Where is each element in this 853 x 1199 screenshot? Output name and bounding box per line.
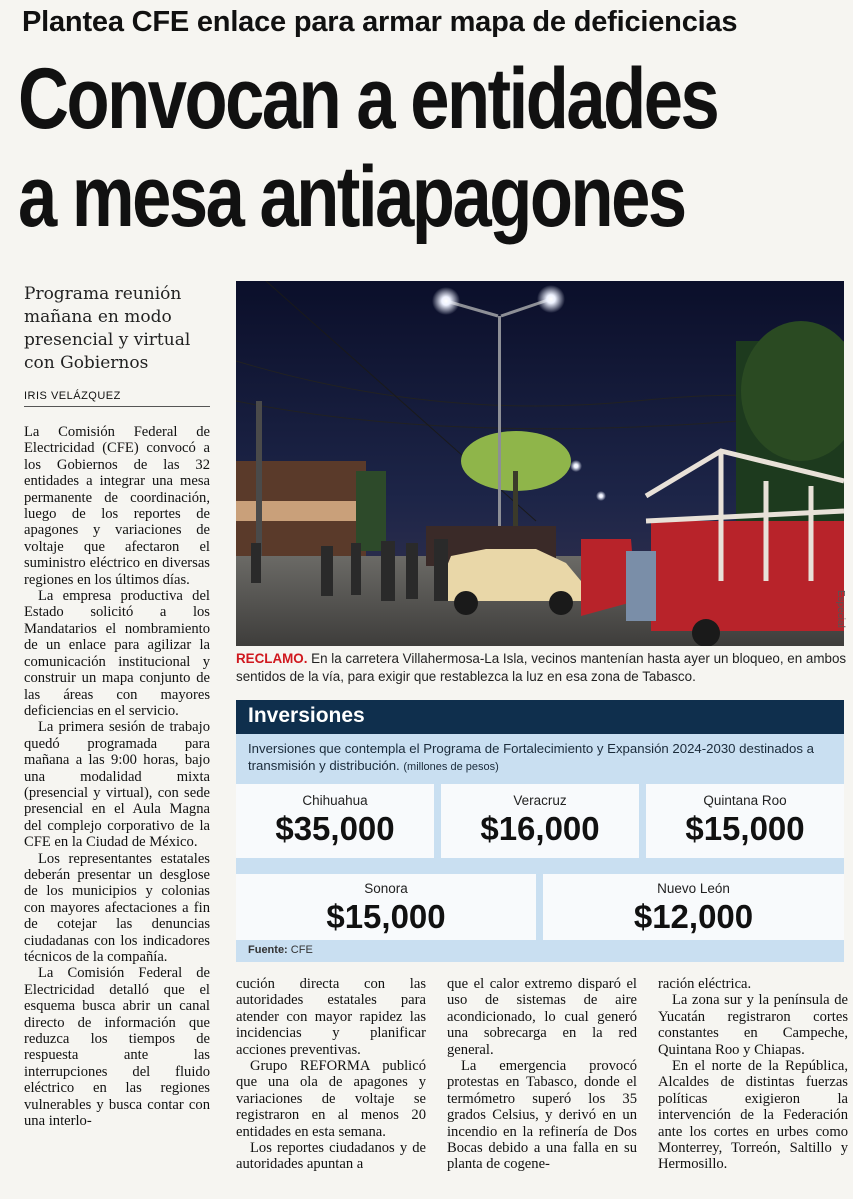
paragraph: ración eléctrica. xyxy=(658,976,752,992)
paragraph: Los reportes ciudadanos y de autoridades apuntan a xyxy=(236,1140,426,1173)
paragraph: La emergencia provocó protestas en Tabasco, donde el termómetro superó los 35 grados Celsius, y derivó en un incendio en la refinería de Dos Bocas debido a una falla en su planta de cogene- xyxy=(447,1058,637,1173)
state-card xyxy=(441,784,639,858)
source-value: CFE xyxy=(290,944,313,956)
news-photo xyxy=(236,281,844,646)
night-street-protest-image xyxy=(236,281,844,646)
state-card xyxy=(236,784,434,858)
infobox-header xyxy=(236,700,844,734)
photo-credit: Especial xyxy=(835,590,846,628)
state-card xyxy=(646,784,844,858)
state-amount: $15,000 xyxy=(685,810,805,847)
caption-lead: RECLAMO. xyxy=(236,651,308,666)
paragraph: En el norte de la República, Alcaldes de distintas fuerzas políticas exigieron la intervención de la Federación ante los cortes en urbes como Monterrey, Torreón, Saltillo y Hermosillo. xyxy=(658,1058,848,1173)
article-column-2 xyxy=(236,976,426,1173)
state-name: Veracruz xyxy=(513,793,567,808)
infobox-description-text: Inversiones que contempla el Programa de Fortalecimiento y Expansión 2024-2030 destinados a transmisión y distribución. xyxy=(248,741,814,773)
paragraph: Grupo REFORMA publicó que una ola de apagones y variaciones de voltaje se registraron en al menos 20 entidades en esta semana. xyxy=(236,1058,426,1140)
state-amount: $16,000 xyxy=(480,810,600,847)
photo-caption xyxy=(236,650,848,686)
paragraph: La Comisión Federal de Electricidad (CFE) convocó a los Gobiernos de las 32 entidades a integrar una mesa permanente de coordinación, luego de los reportes de apagones y variaciones de voltaje que afectaron el suministro eléctrico en diversas regiones en los últimos días. xyxy=(24,424,210,588)
paragraph: La zona sur y la península de Yucatán registraron cortes constantes en Campeche, Quintana Roo y Chiapas. xyxy=(658,992,848,1058)
infobox-units: (millones de pesos) xyxy=(403,761,499,773)
article-column-4 xyxy=(658,976,848,1173)
source-label: Fuente: xyxy=(248,944,288,956)
caption-text: En la carretera Villahermosa-La Isla, vecinos mantenían hasta ayer un bloqueo, en ambos sentidos de la vía, para exigir que restablezca la luz en esa zona de Tabasco. xyxy=(236,651,847,684)
paragraph: La primera sesión de trabajo quedó programada para mañana a las 9:00 horas, bajo una modalidad mixta (presencial y virtual), con sede presencial en el Aula Magna del complejo corporativo de la CFE en la Ciudad de México. xyxy=(24,719,210,851)
paragraph: que el calor extremo disparó el uso de sistemas de aire acondicionado, lo cual generó una sobrecarga en la red general. xyxy=(447,976,637,1058)
paragraph: La empresa productiva del Estado solicitó a los Mandatarios el nombramiento de un enlace para agilizar la comunicación institucional y construir un mapa conjunto de las áreas con mayores deficiencias en el servicio. xyxy=(24,588,210,719)
state-name: Sonora xyxy=(364,881,408,896)
state-amount: $35,000 xyxy=(275,810,395,847)
headline-line-1: Convocan a entidades xyxy=(18,51,718,147)
kicker: Plantea CFE enlace para armar mapa de deficiencias xyxy=(22,6,738,38)
headline xyxy=(18,50,718,246)
article-column-1 xyxy=(24,424,210,1129)
headline-line-2: a mesa antiapagones xyxy=(18,149,685,245)
paragraph: La Comisión Federal de Electricidad detalló que el esquema busca abrir un canal directo de información que reduzca los tiempos de respuesta ante las interrupciones del fluido eléctrico en las regiones vulnerables y busca contar con una interlo- xyxy=(24,965,210,1130)
state-name: Quintana Roo xyxy=(703,793,787,808)
state-card xyxy=(236,874,536,940)
deck-subheadline: Programa reunión mañana en modo presencial y virtual con Gobiernos xyxy=(24,284,191,373)
byline: IRIS VELÁZQUEZ xyxy=(24,390,210,407)
infobox-description xyxy=(248,740,838,776)
state-amount: $15,000 xyxy=(326,898,446,935)
state-name: Chihuahua xyxy=(302,793,368,808)
infobox-source xyxy=(248,944,313,956)
infobox-title: Inversiones xyxy=(248,704,365,727)
paragraph: cución directa con las autoridades estatales para atender con mayor rapidez las incidencias y planificar acciones preventivas. xyxy=(236,976,426,1058)
state-amount: $12,000 xyxy=(633,898,754,935)
article-column-3 xyxy=(447,976,637,1173)
state-card xyxy=(543,874,844,940)
inversiones-infobox xyxy=(236,700,844,962)
paragraph: Los representantes estatales deberán presentar un desglose de los municipios y colonias con mayores afectaciones a fin de cotejar las denuncias ciudadanas con los indicadores técnicos de la compañía. xyxy=(24,850,210,965)
state-name: Nuevo León xyxy=(657,881,730,896)
